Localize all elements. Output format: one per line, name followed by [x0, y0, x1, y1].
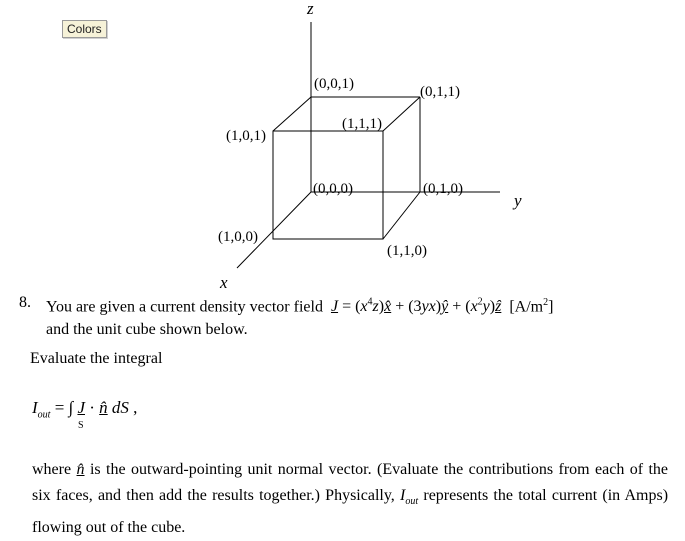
units-text: [A/m: [509, 298, 544, 316]
problem-line-1: [46, 293, 553, 317]
where-paragraph: where n̂ is the outward-pointing unit normal vector. (Evaluate the contributions from each of the six faces, and then add the results together.) Physically, $I_{out}$ represents the total current (in Amps) flowing out of the cube.: [32, 461, 669, 537]
integral-subscript: S: [78, 420, 84, 431]
vertex-label-000: (0,0,0): [313, 181, 353, 197]
colors-button[interactable]: Colors: [62, 20, 107, 38]
vertex-label-100: (1,0,0): [218, 229, 258, 245]
units-superscript: 2: [543, 297, 549, 308]
z-axis-label: z: [307, 0, 314, 18]
problem-intro-text: You are given a current density vector field: [46, 298, 323, 316]
vertex-label-110: (1,1,0): [387, 243, 427, 259]
problem-line-2: and the unit cube shown below.: [46, 321, 248, 338]
y-axis-label: y: [514, 191, 522, 210]
current-density-formula: $J = (x^4z)x̂$ + (3yx)ŷ + $(x^2y)ẑ$: [330, 297, 502, 316]
integral-equation: $I_{out}$ = ∫ J · n̂ dS ,: [32, 398, 138, 421]
current-symbol: I: [400, 487, 406, 504]
vertex-label-001: (0,0,1): [314, 76, 354, 92]
normal-vector-symbol: n̂: [76, 461, 85, 478]
vertex-label-111: (1,1,1): [342, 116, 382, 132]
vertex-label-010: (0,1,0): [423, 181, 463, 197]
vertex-label-011: (0,1,1): [420, 84, 460, 100]
units-close: ]: [548, 298, 554, 316]
x-axis-label: x: [220, 273, 228, 292]
vertex-label-101: (1,0,1): [226, 128, 266, 144]
problem-number: 8.: [19, 294, 31, 311]
evaluate-text: Evaluate the integral: [30, 350, 163, 367]
